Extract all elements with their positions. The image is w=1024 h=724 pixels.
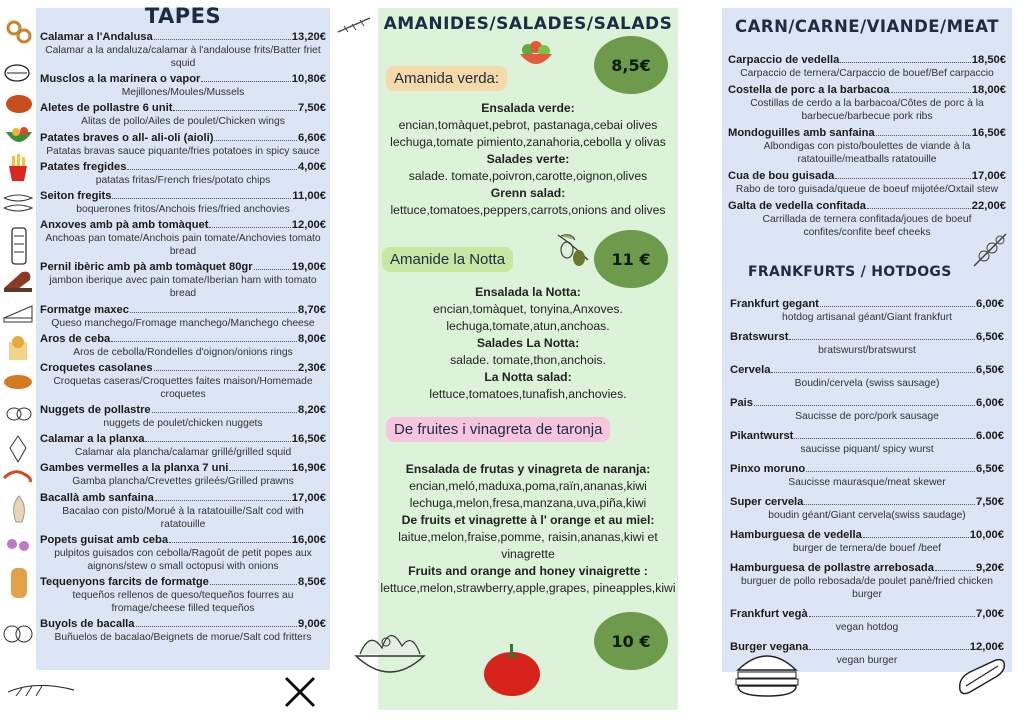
- item-description: Saucisse de porc/pork sausage: [795, 411, 939, 422]
- salad-price-notta: 11 €: [594, 230, 668, 288]
- tapes-item-line: [40, 332, 326, 346]
- item-price: 12,00€: [969, 641, 1004, 653]
- item-price: 6,60€: [298, 131, 326, 144]
- carn-item: [728, 169, 1006, 196]
- dot-leader: [806, 471, 975, 472]
- tapes-item: [40, 617, 326, 644]
- item-description: Croquetas caseras/Croquettes faites maison/Homemade croquetes: [53, 375, 313, 400]
- item-description: Calamar a la andaluza/calamar à l'andalouse frits/Batter friet squid: [45, 45, 321, 69]
- cheese-icon: [2, 298, 34, 324]
- item-description: nuggets de poulet/chicken nuggets: [103, 418, 263, 430]
- item-description: Bacalao con pisto/Morué à la ratatouille/Salt cod with ratatouille: [62, 505, 304, 530]
- croquettes-icon: [2, 370, 34, 392]
- dot-leader: [136, 626, 297, 627]
- tapes-item-line: [40, 218, 326, 232]
- item-name: Anxoves amb pà amb tomàquet: [40, 219, 209, 232]
- dot-leader: [173, 110, 297, 111]
- salad-desc-fruites: [378, 461, 678, 597]
- salad-ingredients: lechuga,tomate pimiento,zanahoria,cebolla y olivas: [390, 135, 666, 149]
- tapes-item: [40, 403, 326, 430]
- tapes-item: [40, 303, 326, 330]
- nuggets-icon: [4, 402, 32, 426]
- item-description: Boudin/cervela (swiss sausage): [794, 378, 940, 389]
- salad-price-verda: 8,5€: [594, 36, 668, 94]
- item-name: Pais: [730, 397, 754, 409]
- tapes-item-line: [40, 260, 326, 274]
- item-name: Mondoguilles amb sanfaina: [728, 127, 875, 139]
- item-description: Aros de cebolla/Rondelles d'oignon/onions rings: [73, 346, 293, 358]
- hotdog-icon: [954, 654, 1008, 700]
- chicken-wings-icon: [4, 92, 34, 116]
- item-description: Calamar ala plancha/calamar grillé/grilled squid: [74, 447, 292, 459]
- tapes-item-line: [40, 30, 326, 44]
- item-price: 2,30€: [298, 361, 326, 374]
- item-price: 9,20€: [976, 562, 1004, 574]
- hotdog-item-line: [730, 528, 1004, 542]
- burger-icon: [734, 646, 800, 700]
- item-name: Aros de ceba: [40, 332, 111, 345]
- item-price: 8,50€: [298, 576, 326, 588]
- salad-lang-heading: Salades La Notta:: [476, 336, 580, 350]
- dot-leader: [771, 372, 975, 373]
- salad-badge-verda: Amanida verda:: [386, 66, 507, 91]
- dot-leader: [876, 135, 971, 136]
- item-price: 4,00€: [298, 160, 326, 173]
- tapes-item: [40, 533, 326, 573]
- item-name: Pinxo moruno: [730, 463, 806, 475]
- dot-leader: [155, 500, 291, 501]
- item-description: Gamba plancha/Crevettes grileés/Grilled prawns: [72, 476, 294, 488]
- carn-item-line: [728, 199, 1006, 213]
- item-name: Seiton fregits: [40, 189, 112, 202]
- item-price: 7,00€: [976, 608, 1004, 620]
- dot-leader: [169, 542, 291, 543]
- item-name: Calamar a l'Andalusa: [40, 31, 153, 43]
- dot-leader: [145, 441, 290, 442]
- item-description: Queso manchego/Fromage manchego/Manchego cheese: [51, 317, 315, 329]
- salad-lang-heading: Salades verte:: [486, 152, 570, 166]
- hotdog-item: [730, 561, 1004, 601]
- tapes-item: [40, 131, 326, 158]
- anchovy-toast-icon: [8, 226, 30, 266]
- item-name: Bratswurst: [730, 331, 789, 343]
- hotdog-item: [730, 462, 1004, 489]
- tapes-item: [40, 491, 326, 531]
- item-name: Patates braves o all- ali-oli (aioli): [40, 131, 214, 144]
- dot-leader: [840, 62, 970, 63]
- item-name: Costella de porc a la barbacoa: [728, 84, 890, 96]
- dot-leader: [154, 39, 291, 40]
- hotdog-item: [730, 330, 1004, 357]
- hotdog-item-line: [730, 561, 1004, 575]
- hotdogs-list: [730, 297, 1004, 673]
- dot-leader: [130, 312, 297, 313]
- item-description: Carrillada de ternera confitada/joues de boeuf confites/confite beef cheeks: [762, 214, 972, 238]
- carn-item: [728, 53, 1006, 80]
- shrimp-sketch-icon: [6, 680, 76, 702]
- octopus-icon: [2, 534, 34, 558]
- salad-desc-notta: [378, 284, 678, 403]
- item-price: 16,90€: [291, 462, 326, 475]
- item-name: Buyols de bacalla: [40, 618, 135, 631]
- dot-leader: [863, 537, 969, 538]
- salads-title: AMANIDES/SALADES/SALADS: [383, 14, 673, 34]
- hotdog-item-line: [730, 396, 1004, 410]
- salad-sketch-icon: [350, 618, 430, 686]
- calamari-rings-icon: [4, 18, 34, 48]
- item-name: Popets guisat amb ceba: [40, 533, 169, 546]
- item-description: boquerones fritos/Anchois fries/fried anchovies: [76, 203, 290, 215]
- dot-leader: [154, 370, 297, 371]
- item-description: Saucisse maurasque/meat skewer: [788, 477, 946, 488]
- prawns-icon: [2, 468, 34, 486]
- dot-leader: [201, 81, 290, 82]
- item-description: Alitas de pollo/Ailes de poulet/Chicken wings: [81, 116, 285, 128]
- hotdog-item: [730, 297, 1004, 324]
- item-price: 13,20€: [291, 31, 326, 43]
- tapes-item-line: [40, 303, 326, 317]
- tapes-item-line: [40, 131, 326, 145]
- tapes-item: [40, 461, 326, 488]
- salad-lang-heading: Ensalada de frutas y vinagreta de naranja:: [405, 462, 651, 476]
- hotdog-item-line: [730, 429, 1004, 443]
- item-price: 18,50€: [971, 54, 1006, 66]
- tapes-item: [40, 260, 326, 300]
- item-name: Nuggets de pollastre: [40, 404, 151, 417]
- salad-price-fruites: 10 €: [594, 612, 668, 670]
- item-description: Anchoas pan tomate/Anchois pain tomate/Anchovies tomato bread: [45, 233, 321, 258]
- carn-item-line: [728, 53, 1006, 67]
- item-description: Mejillones/Moules/Mussels: [121, 87, 245, 99]
- hotdog-item-line: [730, 297, 1004, 311]
- olives-icon: [553, 230, 593, 268]
- tapes-item-line: [40, 361, 326, 375]
- tapes-list: [40, 30, 326, 646]
- dot-leader: [809, 616, 975, 617]
- carn-list: [728, 53, 1006, 242]
- item-price: 18,00€: [971, 84, 1006, 96]
- ham-icon: [2, 268, 34, 294]
- tapes-item: [40, 361, 326, 401]
- item-price: 6.00€: [976, 430, 1004, 442]
- item-name: Formatge maxec: [40, 303, 129, 316]
- tapes-panel: [36, 4, 330, 670]
- salad-ingredients: lettuce,tomatoes,tunafish,anchovies.: [429, 387, 627, 401]
- item-price: 12,00€: [291, 219, 326, 232]
- salad-ingredients: lechuga,tomate,atun,anchoas.: [446, 319, 610, 333]
- item-price: 8,70€: [298, 303, 326, 316]
- dot-leader: [254, 269, 291, 270]
- tomato-icon: [482, 640, 542, 698]
- item-name: Patates fregides: [40, 160, 127, 173]
- item-description: patatas fritas/French fries/potato chips: [95, 174, 271, 186]
- tapes-item-line: [40, 160, 326, 174]
- item-name: Calamar a la planxa: [40, 433, 145, 446]
- salad-ingredients: lettuce,melon,strawberry,apple,grapes, pineapples,kiwi: [380, 581, 676, 595]
- item-price: 6,00€: [976, 298, 1004, 310]
- tapes-item: [40, 189, 326, 216]
- hotdog-item: [730, 607, 1004, 634]
- dot-leader: [835, 178, 970, 179]
- tapes-title: TAPES: [144, 4, 222, 28]
- item-description: Costillas de cerdo a la barbacoa/Côtes de porc à la barbecue/barbecue pork ribs: [750, 98, 984, 122]
- dot-leader: [794, 438, 975, 439]
- dot-leader: [867, 208, 971, 209]
- item-price: 7,50€: [298, 102, 326, 115]
- fries-icon: [6, 154, 30, 182]
- item-price: 16,00€: [291, 533, 326, 546]
- item-description: bratswurst/bratswurst: [818, 345, 916, 356]
- item-description: pulpitos guisados con cebolla/Ragoût de petit popes aux aignons/stew o small octopusi with onions: [54, 547, 312, 572]
- salad-ingredients: laitue,melon,fraise,pomme, raisin,ananas,kiwi et vinagrette: [398, 530, 658, 561]
- salad-ingredients: encian,tomàquet, tonyina,Anxoves.: [433, 302, 623, 316]
- item-name: Croquetes casolanes: [40, 361, 153, 374]
- item-name: Gambes vermelles a la planxa 7 uni: [40, 462, 229, 475]
- skewer-sketch-icon: [336, 14, 372, 36]
- item-price: 6,50€: [976, 331, 1004, 343]
- dot-leader: [891, 92, 971, 93]
- item-name: Frankfurt vegà: [730, 608, 808, 620]
- tapes-item: [40, 72, 326, 99]
- item-description: Albondigas con pisto/boulettes de viande à la ratatouille/meatballs ratatouille: [763, 141, 971, 165]
- salad-desc-verda: [378, 100, 678, 219]
- tapes-item: [40, 30, 326, 70]
- salad-lang-heading: De fruits et vinagrette à l' orange et au miel:: [401, 513, 655, 527]
- tapes-item: [40, 218, 326, 258]
- hotdog-item: [730, 495, 1004, 522]
- tapes-item-line: [40, 617, 326, 631]
- carn-title: CARN/CARNE/VIANDE/MEAT: [734, 17, 1000, 36]
- item-name: Cervela: [730, 364, 771, 376]
- salads-panel: [378, 8, 678, 710]
- carn-item-line: [728, 83, 1006, 97]
- item-price: 10,80€: [291, 73, 326, 86]
- item-price: 16,50€: [291, 433, 326, 446]
- item-description: Buñuelos de bacalao/Beignets de morue/Salt cod fritters: [54, 632, 312, 644]
- carn-item: [728, 83, 1006, 123]
- item-name: Aletes de pollastre 6 unit: [40, 102, 173, 115]
- item-name: Carpaccio de vedella: [728, 54, 840, 66]
- hotdog-item: [730, 528, 1004, 555]
- hotdog-item-line: [730, 330, 1004, 344]
- item-description: saucisse piquant/ spicy wurst: [800, 444, 934, 455]
- tapes-item: [40, 160, 326, 187]
- tequenos-icon: [8, 566, 30, 600]
- dot-leader: [127, 169, 297, 170]
- tapes-item-line: [40, 575, 326, 589]
- skewer-icon: [970, 230, 1010, 270]
- item-description: boudin géant/Giant cervela(swiss saudage): [768, 510, 966, 521]
- hotdog-item-line: [730, 495, 1004, 509]
- item-price: 17,00€: [971, 170, 1006, 182]
- item-name: Galta de vedella confitada: [728, 200, 867, 212]
- item-price: 16,50€: [971, 127, 1006, 139]
- tapes-item-line: [40, 491, 326, 505]
- item-name: Frankfurt gegant: [730, 298, 819, 310]
- item-price: 6,50€: [976, 364, 1004, 376]
- dot-leader: [789, 339, 975, 340]
- item-name: Bacallà amb sanfaina: [40, 491, 154, 504]
- salad-ingredients: salade. tomate,thon,anchois.: [450, 353, 606, 367]
- hotdog-item-line: [730, 607, 1004, 621]
- dot-leader: [209, 227, 290, 228]
- salad-lang-heading: Ensalada verde:: [481, 101, 575, 115]
- tapes-item: [40, 575, 326, 615]
- tapes-item-line: [40, 403, 326, 417]
- bravas-bowl-icon: [4, 124, 34, 148]
- item-name: Cua de bou guisada: [728, 170, 835, 182]
- tapes-item-line: [40, 72, 326, 86]
- dot-leader: [229, 470, 290, 471]
- item-price: 8,20€: [298, 404, 326, 417]
- item-name: Pernil ibèric amb pà amb tomàquet 80gr: [40, 261, 253, 274]
- item-price: 8,00€: [298, 332, 326, 345]
- tapes-item-line: [40, 533, 326, 547]
- tapes-item-line: [40, 432, 326, 446]
- dot-leader: [820, 306, 975, 307]
- salt-cod-icon: [8, 494, 30, 524]
- salad-ingredients: salade. tomate,poivron,carotte,oignon,olives: [408, 169, 648, 183]
- salad-lang-heading: Fruits and orange and honey vinaigrette :: [408, 564, 648, 578]
- salad-badge-notta: Amanide la Notta: [382, 247, 513, 272]
- item-name: Super cervela: [730, 496, 804, 508]
- carn-panel: [722, 8, 1012, 672]
- item-description: Rabo de toro guisada/queue de boeuf mijotée/Oxtail stew: [735, 184, 999, 195]
- dot-leader: [935, 570, 975, 571]
- dot-leader: [210, 584, 297, 585]
- salad-lang-heading: Grenn salad:: [490, 186, 566, 200]
- dot-leader: [809, 649, 968, 650]
- salad-bowl-icon: [518, 40, 554, 70]
- carn-item: [728, 126, 1006, 166]
- dot-leader: [214, 140, 297, 141]
- salad-ingredients: lechuga,melon,fresa,manzana,uva,piña,kiwi: [409, 496, 647, 510]
- item-price: 10,00€: [969, 529, 1004, 541]
- item-description: burger de ternera/de bouef /beef: [792, 543, 942, 554]
- item-price: 6,50€: [976, 463, 1004, 475]
- item-price: 6,00€: [976, 397, 1004, 409]
- item-price: 19,00€: [291, 261, 326, 274]
- carn-item-line: [728, 126, 1006, 140]
- item-description: Patatas bravas sauce piquante/fries potatoes in spicy sauce: [46, 145, 320, 157]
- cutlery-icon: [282, 674, 318, 710]
- anchovies-icon: [2, 192, 34, 216]
- fritters-icon: [2, 622, 34, 646]
- item-name: Burger vegana: [730, 641, 809, 653]
- item-description: burguer de pollo rebosada/de poulet panè/fried chicken burger: [741, 576, 993, 600]
- item-price: 17,00€: [291, 491, 326, 504]
- mussels-icon: [2, 58, 32, 88]
- tapes-item-line: [40, 101, 326, 115]
- dot-leader: [111, 341, 297, 342]
- item-description: vegan burger: [836, 655, 898, 666]
- carn-item: [728, 199, 1006, 239]
- dot-leader: [754, 405, 975, 406]
- item-name: Pikantwurst: [730, 430, 794, 442]
- tapes-item: [40, 432, 326, 459]
- tapes-item-line: [40, 461, 326, 475]
- item-description: tequeños rellenos de queso/tequeños fourres au fromage/cheese filled tequeños: [72, 590, 294, 614]
- item-name: Musclos a la marinera o vapor: [40, 73, 201, 86]
- salad-badge-fruites: De fruites i vinagreta de taronja: [386, 417, 610, 442]
- item-name: Tequenyons farcits de formatge: [40, 576, 209, 588]
- item-name: Hamburguesa de vedella: [730, 529, 862, 541]
- salad-ingredients: encian,tomàquet,pebrot, pastanaga,cebai olives: [398, 118, 658, 132]
- tapes-item: [40, 101, 326, 128]
- item-price: 7,50€: [976, 496, 1004, 508]
- tapes-item: [40, 332, 326, 359]
- item-description: jambon iberique avec pain tomate/Iberian ham with tomato bread: [49, 275, 317, 300]
- hotdog-item-line: [730, 462, 1004, 476]
- item-price: 11,00€: [292, 189, 326, 202]
- hotdog-item-line: [730, 363, 1004, 377]
- item-description: Carpaccio de ternera/Carpaccio de bouef/Bef carpaccio: [740, 68, 994, 79]
- salad-lang-heading: Ensalada la Notta:: [475, 285, 581, 299]
- salad-ingredients: lettuce,tomatoes,peppers,carrots,onions and olives: [390, 203, 666, 217]
- hotdog-item: [730, 363, 1004, 390]
- item-description: hotdog artisanal géant/Giant frankfurt: [781, 312, 952, 323]
- dot-leader: [112, 198, 291, 199]
- dot-leader: [804, 504, 975, 505]
- item-description: vegan hotdog: [835, 622, 899, 633]
- item-price: 9,00€: [298, 618, 326, 631]
- salad-ingredients: encian,meló,maduxa,poma,raïn,ananas,kiwi: [409, 479, 647, 493]
- item-price: 22,00€: [971, 200, 1006, 212]
- hotdog-item: [730, 396, 1004, 423]
- hotdog-item: [730, 429, 1004, 456]
- onion-rings-icon: [6, 334, 30, 362]
- item-name: Hamburguesa de pollastre arrebosada: [730, 562, 934, 574]
- squid-icon: [6, 434, 30, 464]
- carn-item-line: [728, 169, 1006, 183]
- dot-leader: [152, 412, 297, 413]
- salad-lang-heading: La Notta salad:: [484, 370, 572, 384]
- hotdogs-title: FRANKFURTS / HOTDOGS: [748, 264, 952, 280]
- tapes-item-line: [40, 189, 326, 203]
